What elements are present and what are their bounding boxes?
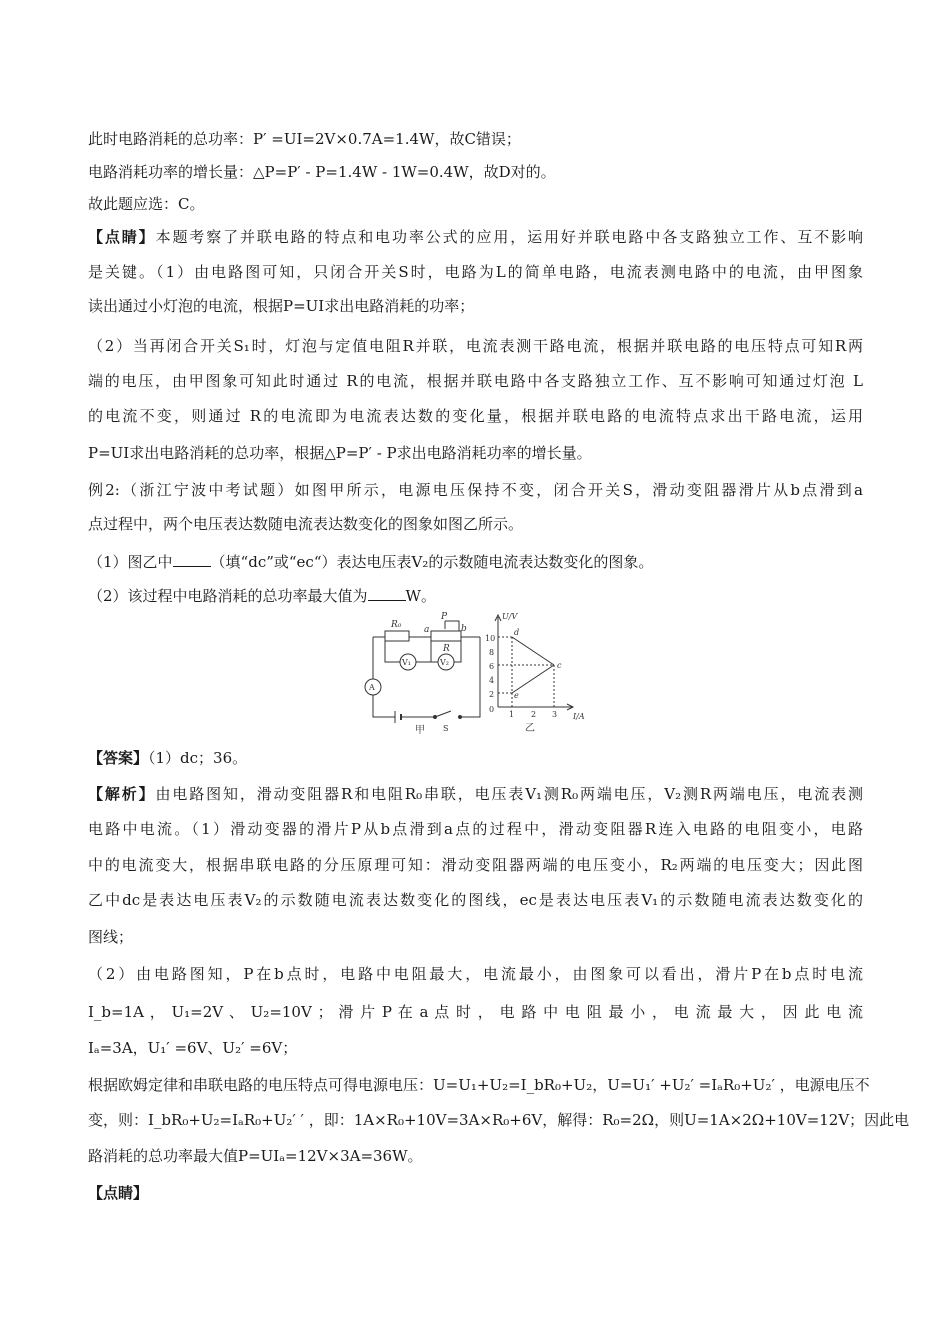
- text-line: 中的电流变大，根据串联电路的分压原理可知：滑动变阻器两端的电压变小，R₂两端的电压变大；因此图: [88, 856, 863, 874]
- switch-label: S: [443, 724, 449, 733]
- circuit-and-graph-figure: [355, 607, 595, 735]
- ytick: 6: [489, 662, 495, 671]
- text-line: 变，则：I_bR₀+U₂=IₐR₀+U₂′ ′ ，即：1A×R₀+10V=3A×R₀+6V，解得：R₀=2Ω，则U=1A×2Ω+10V=12V；因此电: [88, 1111, 910, 1129]
- xtick: 2: [531, 710, 537, 719]
- text-line: 读出通过小灯泡的电流，根据P=UI求出电路消耗的功率；: [88, 297, 475, 315]
- circuit-diagram: [365, 621, 480, 723]
- dianjing-end-line: [88, 1183, 863, 1203]
- r-label: R: [443, 644, 450, 654]
- text-line: 【解析】由电路图知，滑动变阻器R和电阻R₀串联，电压表V₁测R₀两端电压，V₂测R两端电压，电流表测: [88, 785, 863, 803]
- text-line: 路消耗的总功率最大值P=UIₐ=12V×3A=36W。: [88, 1147, 423, 1165]
- question-1: （1）图乙中 （填“dc”或“ec“）表达电压表V₂的示数随电流表达数变化的图象。: [88, 553, 654, 571]
- text-line: 例2:（浙江宁波中考试题）如图甲所示，电源电压保持不变，闭合开关S，滑动变阻器滑片从b点滑到a: [88, 481, 863, 499]
- graph-caption: 乙: [525, 723, 535, 734]
- point-b-label: b: [461, 624, 467, 634]
- text-line: 端的电压，由甲图象可知此时通过 R的电流，根据并联电路中各支路独立工作、互不影响可知通过灯泡 L: [88, 372, 863, 390]
- xtick: 1: [509, 710, 515, 719]
- text-line: 根据欧姆定律和串联电路的电压特点可得电源电压：U=U₁+U₂=I_bR₀+U₂，U=U₁′ +U₂′ =IₐR₀+U₂′ ，电源电压不: [88, 1076, 870, 1094]
- point-a-label: a: [424, 625, 430, 635]
- rheostat-r: [431, 631, 461, 641]
- text-line: 乙中dc是表达电压表V₂的示数随电流表达数变化的图线，ec是表达电压表V₁的示数随电流表达数变化的: [88, 891, 863, 909]
- point-e-label: e: [514, 691, 519, 700]
- text-line: I_b=1A ， U₁=2V 、 U₂=10V ； 滑 片 P 在 a 点 时 ， 电 路 中 电 阻 最 小 ， 电 流 最 大 ， 因 此 电 流: [88, 1003, 863, 1021]
- ytick: 4: [489, 676, 495, 685]
- text-line: P=UI求出电路消耗的总功率，根据△P=P′ - P求出电路消耗功率的增长量。: [88, 444, 592, 462]
- text-line: 电路中电流。（1）滑动变器的滑片P从b点滑到a点的过程中，滑动变阻器R连入电路的电阻变小，电路: [88, 820, 863, 838]
- graph-xlabel: I/A: [573, 712, 585, 721]
- text-line: 的电流不变，则通过 R的电流即为电流表达数的变化量，根据并联电路的电流特点求出干路电流，运用: [88, 407, 863, 425]
- ytick: 10: [485, 634, 496, 643]
- point-d-label: d: [514, 628, 520, 637]
- point-c-label: c: [557, 661, 562, 670]
- question-2: （2）该过程中电路消耗的总功率最大值为 W。: [88, 587, 436, 605]
- text-line: 此时电路消耗的总功率：P′ =UI=2V×0.7A=1.4W，故C错误；: [88, 130, 521, 148]
- jiexi-label: 【解析】: [88, 785, 156, 803]
- v2-label: V₂: [440, 658, 449, 667]
- answer-blank: [173, 552, 211, 567]
- answer-blank: [368, 586, 406, 601]
- ammeter-label: A: [369, 683, 375, 692]
- line-dc: [512, 637, 554, 665]
- text-line: （2）由电路图知，P在b点时，电路中电阻最大，电流最小，由图象可以看出，滑片P在b点时电流: [88, 965, 863, 983]
- xtick: 3: [552, 710, 558, 719]
- circuit-caption: 甲: [415, 725, 425, 735]
- graph-origin: 0: [489, 705, 495, 714]
- answer-label: 【答案】: [88, 749, 149, 767]
- graph-ylabel: U/V: [502, 612, 518, 621]
- text-line: Iₐ=3A，U₁′ =6V、U₂′ =6V；: [88, 1039, 298, 1057]
- line-ec: [512, 665, 554, 693]
- answer-line: 【答案】（1）dc；36。: [88, 749, 248, 767]
- text-line: 电路消耗功率的增长量：△P=P′ - P=1.4W - 1W=0.4W，故D对的。: [88, 163, 556, 181]
- text-line: 图线；: [88, 928, 134, 946]
- text-line: 【点睛】本题考察了并联电路的特点和电功率公式的应用，运用好并联电路中各支路独立工作、互不影响: [88, 228, 863, 246]
- text-line: 点过程中，两个电压表达数随电流表达数变化的图象如图乙所示。: [88, 515, 524, 533]
- dianjing-end-label: 【点睛】: [88, 1184, 149, 1202]
- dianjing-label: 【点睛】: [88, 228, 156, 246]
- v1-label: V₁: [402, 658, 411, 667]
- figure-svg: [355, 607, 595, 735]
- ytick: 8: [489, 648, 495, 657]
- r0-label: R₀: [391, 620, 402, 630]
- text-line: 是关键。（1）由电路图可知，只闭合开关S时，电路为L的简单电路，电流表测电路中的电流，由甲图象: [88, 263, 863, 281]
- slider-p-label: P: [441, 612, 448, 622]
- text-line: （2）当再闭合开关S₁时，灯泡与定值电阻R并联，电流表测干路电流，根据并联电路的电压特点可知R两: [88, 337, 863, 355]
- text-line: 故此题应选：C。: [88, 195, 205, 213]
- resistor-r0: [385, 631, 409, 641]
- ytick: 2: [489, 690, 495, 699]
